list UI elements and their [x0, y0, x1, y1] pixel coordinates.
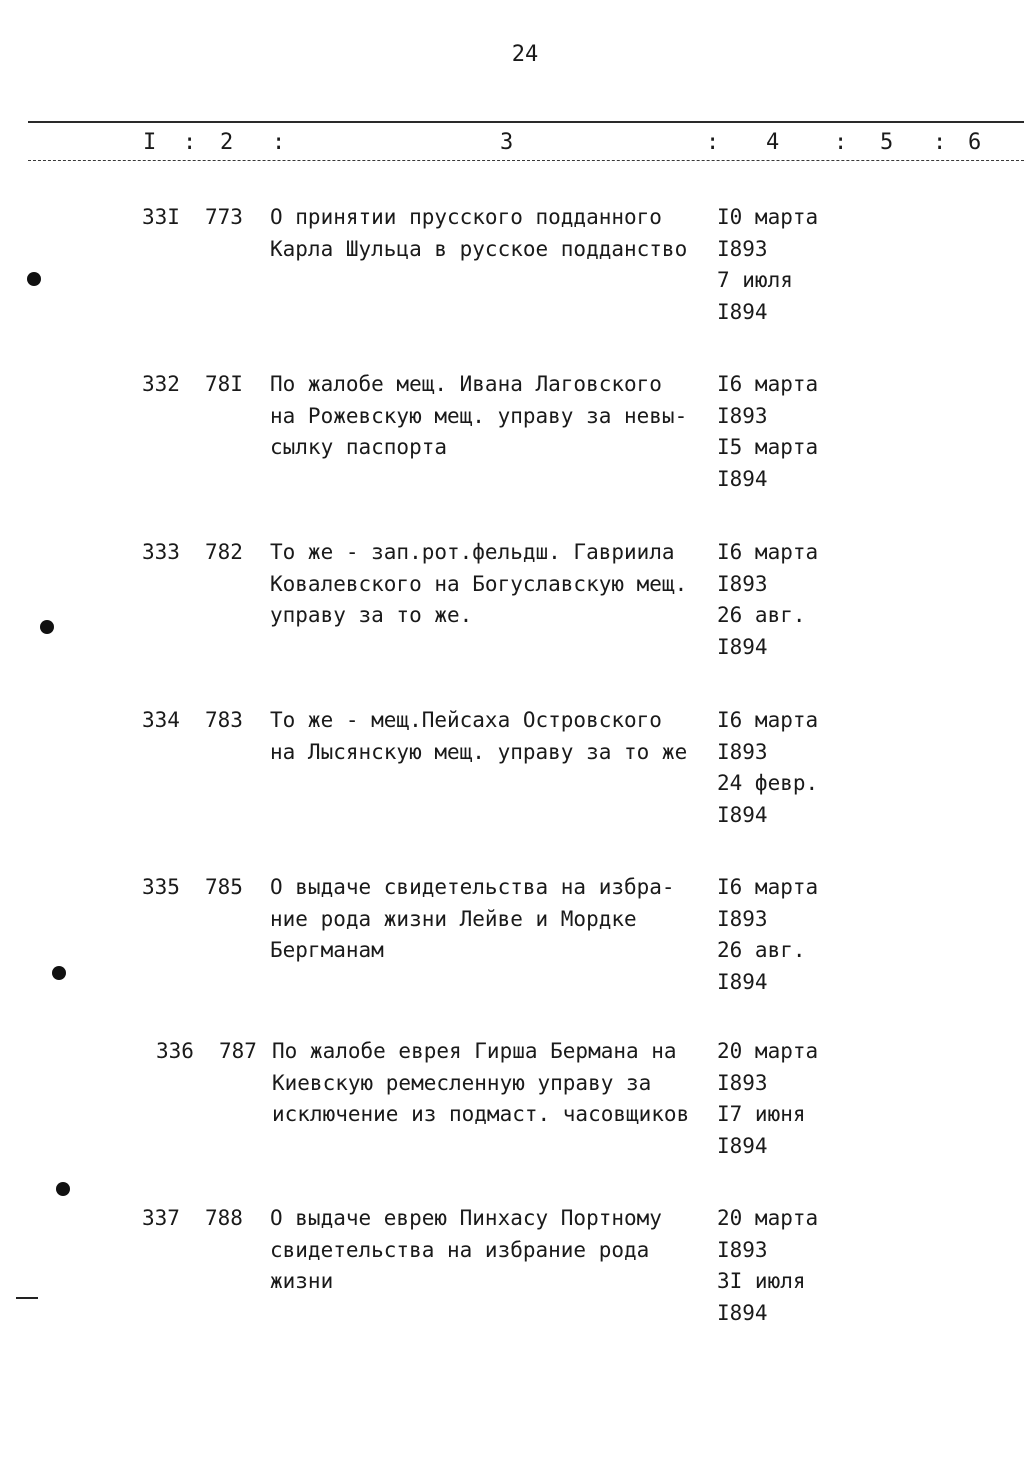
record-description: О принятии прусского подданного Карла Шульца в русское подданство: [270, 205, 688, 261]
header-col-2: 2: [220, 130, 234, 155]
record-number: 336: [156, 1039, 194, 1063]
header-col-3: 3: [500, 130, 514, 155]
record-dates: I0 марта I893 7 июля I894: [717, 205, 819, 324]
header-bottom-rule: [28, 160, 1024, 161]
record-dates: 20 марта I893 I7 июня I894: [717, 1039, 819, 1158]
case-number: 787: [219, 1039, 257, 1063]
record-number: 333: [142, 540, 180, 564]
table-header: [0, 130, 1024, 160]
case-number: 78I: [205, 372, 243, 396]
record-number: 334: [142, 708, 180, 732]
punch-hole: [40, 620, 54, 634]
punch-hole: [52, 966, 66, 980]
record-description: То же - мещ.Пейсаха Островского на Лысянскую мещ. управу за то же: [270, 708, 688, 764]
record-dates: I6 марта I893 24 февр. I894: [717, 708, 819, 827]
record-description: По жалобе мещ. Ивана Лаговского на Рожевскую мещ. управу за невы- сылку паспорта: [270, 372, 688, 459]
header-col-5: 5: [880, 130, 894, 155]
record-description: По жалобе еврея Гирша Бермана на Киевскую ремесленную управу за исключение из подмаст. часовщиков: [272, 1039, 690, 1126]
record-number: 33I: [142, 205, 180, 229]
header-col-4: 4: [766, 130, 780, 155]
case-number: 782: [205, 540, 243, 564]
record-number: 335: [142, 875, 180, 899]
header-col-1: I: [143, 130, 157, 155]
header-top-rule: [28, 121, 1024, 123]
header-separator: :: [933, 130, 947, 155]
record-dates: I6 марта I893 26 авг. I894: [717, 540, 819, 659]
header-col-6: 6: [968, 130, 982, 155]
case-number: 773: [205, 205, 243, 229]
case-number: 783: [205, 708, 243, 732]
header-separator: :: [706, 130, 720, 155]
record-number: 337: [142, 1206, 180, 1230]
punch-hole: [56, 1182, 70, 1196]
header-separator: :: [834, 130, 848, 155]
header-separator: :: [183, 130, 197, 155]
header-separator: :: [272, 130, 286, 155]
record-dates: 20 марта I893 3I июля I894: [717, 1206, 819, 1325]
record-dates: I6 марта I893 26 авг. I894: [717, 875, 819, 994]
punch-hole: [27, 272, 41, 286]
case-number: 788: [205, 1206, 243, 1230]
record-description: То же - зап.рот.фельдш. Гавриила Ковалевского на Богуславскую мещ. управу за то же.: [270, 540, 688, 627]
case-number: 785: [205, 875, 243, 899]
page-number: 24: [511, 42, 539, 67]
record-number: 332: [142, 372, 180, 396]
record-description: О выдаче еврею Пинхасу Портному свидетельства на избрание рода жизни: [270, 1206, 662, 1293]
record-description: О выдаче свидетельства на избра- ние рода жизни Лейве и Мордке Бергманам: [270, 875, 675, 962]
margin-mark: [16, 1297, 38, 1299]
record-dates: I6 марта I893 I5 марта I894: [717, 372, 819, 491]
